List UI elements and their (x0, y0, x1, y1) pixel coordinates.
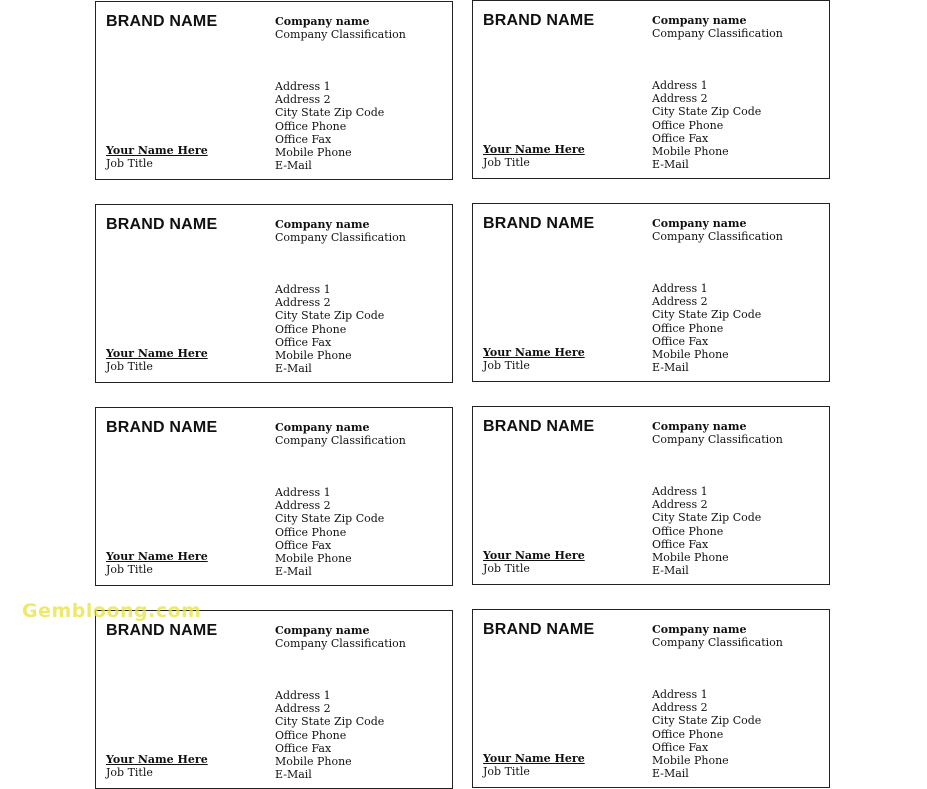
office-fax: Office Fax (652, 537, 709, 551)
brand-name: BRAND NAME (483, 215, 595, 232)
address-line-1: Address 1 (652, 485, 708, 498)
office-phone: Office Phone (652, 727, 724, 741)
business-card (95, 1, 453, 180)
brand-name: BRAND NAME (106, 622, 218, 639)
brand-name: BRAND NAME (106, 13, 218, 30)
office-fax: Office Fax (652, 131, 709, 145)
company-classification: Company Classification (275, 231, 406, 244)
person-block (483, 143, 585, 169)
email: E-Mail (275, 565, 312, 579)
company-name: Company name (275, 624, 370, 637)
person-block (106, 753, 208, 779)
job-title: Job Title (106, 563, 153, 577)
address-line-2: Address 2 (275, 499, 331, 513)
brand-name: BRAND NAME (106, 419, 218, 436)
company-classification: Company Classification (275, 434, 406, 447)
watermark: Gembloong.com (22, 600, 202, 622)
mobile-phone: Mobile Phone (652, 145, 729, 159)
address-line-2: Address 2 (275, 702, 331, 716)
company-classification: Company Classification (275, 28, 406, 41)
city-state-zip: City State Zip Code (275, 106, 385, 120)
your-name: Your Name Here (106, 347, 208, 360)
job-title: Job Title (483, 562, 530, 576)
city-state-zip: City State Zip Code (652, 105, 762, 119)
job-title: Job Title (483, 156, 530, 170)
address-line-1: Address 1 (652, 282, 708, 295)
office-phone: Office Phone (275, 119, 347, 133)
city-state-zip: City State Zip Code (652, 511, 762, 525)
mobile-phone: Mobile Phone (652, 551, 729, 565)
company-classification: Company Classification (652, 230, 783, 243)
email: E-Mail (652, 158, 689, 172)
city-state-zip: City State Zip Code (275, 309, 385, 323)
address-line-1: Address 1 (652, 688, 708, 701)
your-name: Your Name Here (106, 550, 208, 563)
contact-details (652, 485, 761, 577)
office-phone: Office Phone (275, 728, 347, 742)
city-state-zip: City State Zip Code (652, 714, 762, 728)
address-line-1: Address 1 (275, 283, 331, 296)
contact-details (275, 689, 384, 781)
brand-name: BRAND NAME (483, 621, 595, 638)
company-classification: Company Classification (652, 433, 783, 446)
office-fax: Office Fax (275, 335, 332, 349)
contact-details (652, 282, 761, 374)
business-card (95, 407, 453, 586)
office-fax: Office Fax (275, 538, 332, 552)
address-line-1: Address 1 (275, 486, 331, 499)
mobile-phone: Mobile Phone (652, 348, 729, 362)
office-fax: Office Fax (652, 740, 709, 754)
mobile-phone: Mobile Phone (652, 754, 729, 768)
email: E-Mail (652, 767, 689, 781)
email: E-Mail (275, 159, 312, 173)
person-block (106, 144, 208, 170)
business-card (472, 0, 830, 179)
office-phone: Office Phone (275, 525, 347, 539)
your-name: Your Name Here (106, 753, 208, 766)
company-name: Company name (275, 421, 370, 434)
job-title: Job Title (106, 157, 153, 171)
your-name: Your Name Here (483, 752, 585, 765)
email: E-Mail (275, 768, 312, 782)
office-phone: Office Phone (652, 118, 724, 132)
address-line-1: Address 1 (275, 689, 331, 702)
address-line-2: Address 2 (652, 498, 708, 512)
job-title: Job Title (483, 359, 530, 373)
office-phone: Office Phone (652, 321, 724, 335)
address-line-2: Address 2 (275, 296, 331, 310)
city-state-zip: City State Zip Code (652, 308, 762, 322)
contact-details (652, 688, 761, 780)
address-line-2: Address 2 (652, 295, 708, 309)
contact-details (275, 80, 384, 172)
company-name: Company name (652, 217, 747, 230)
city-state-zip: City State Zip Code (275, 715, 385, 729)
job-title: Job Title (106, 766, 153, 780)
brand-name: BRAND NAME (106, 216, 218, 233)
address-line-1: Address 1 (652, 79, 708, 92)
address-line-2: Address 2 (652, 701, 708, 715)
person-block (106, 347, 208, 373)
your-name: Your Name Here (483, 549, 585, 562)
business-card (472, 406, 830, 585)
office-fax: Office Fax (275, 741, 332, 755)
mobile-phone: Mobile Phone (275, 755, 352, 769)
person-block (483, 346, 585, 372)
address-line-1: Address 1 (275, 80, 331, 93)
job-title: Job Title (483, 765, 530, 779)
company-classification: Company Classification (275, 637, 406, 650)
brand-name: BRAND NAME (483, 12, 595, 29)
business-card (95, 204, 453, 383)
business-card (472, 203, 830, 382)
mobile-phone: Mobile Phone (275, 552, 352, 566)
job-title: Job Title (106, 360, 153, 374)
business-card (472, 609, 830, 788)
company-name: Company name (275, 15, 370, 28)
company-classification: Company Classification (652, 27, 783, 40)
your-name: Your Name Here (483, 346, 585, 359)
contact-details (275, 486, 384, 578)
company-name: Company name (652, 623, 747, 636)
company-name: Company name (652, 14, 747, 27)
company-name: Company name (275, 218, 370, 231)
company-classification: Company Classification (652, 636, 783, 649)
contact-details (652, 79, 761, 171)
email: E-Mail (275, 362, 312, 376)
your-name: Your Name Here (483, 143, 585, 156)
office-phone: Office Phone (275, 322, 347, 336)
office-fax: Office Fax (275, 132, 332, 146)
mobile-phone: Mobile Phone (275, 146, 352, 160)
office-fax: Office Fax (652, 334, 709, 348)
brand-name: BRAND NAME (483, 418, 595, 435)
office-phone: Office Phone (652, 524, 724, 538)
your-name: Your Name Here (106, 144, 208, 157)
city-state-zip: City State Zip Code (275, 512, 385, 526)
email: E-Mail (652, 361, 689, 375)
person-block (106, 550, 208, 576)
person-block (483, 549, 585, 575)
contact-details (275, 283, 384, 375)
email: E-Mail (652, 564, 689, 578)
mobile-phone: Mobile Phone (275, 349, 352, 363)
company-name: Company name (652, 420, 747, 433)
business-card (95, 610, 453, 789)
address-line-2: Address 2 (652, 92, 708, 106)
address-line-2: Address 2 (275, 93, 331, 107)
person-block (483, 752, 585, 778)
